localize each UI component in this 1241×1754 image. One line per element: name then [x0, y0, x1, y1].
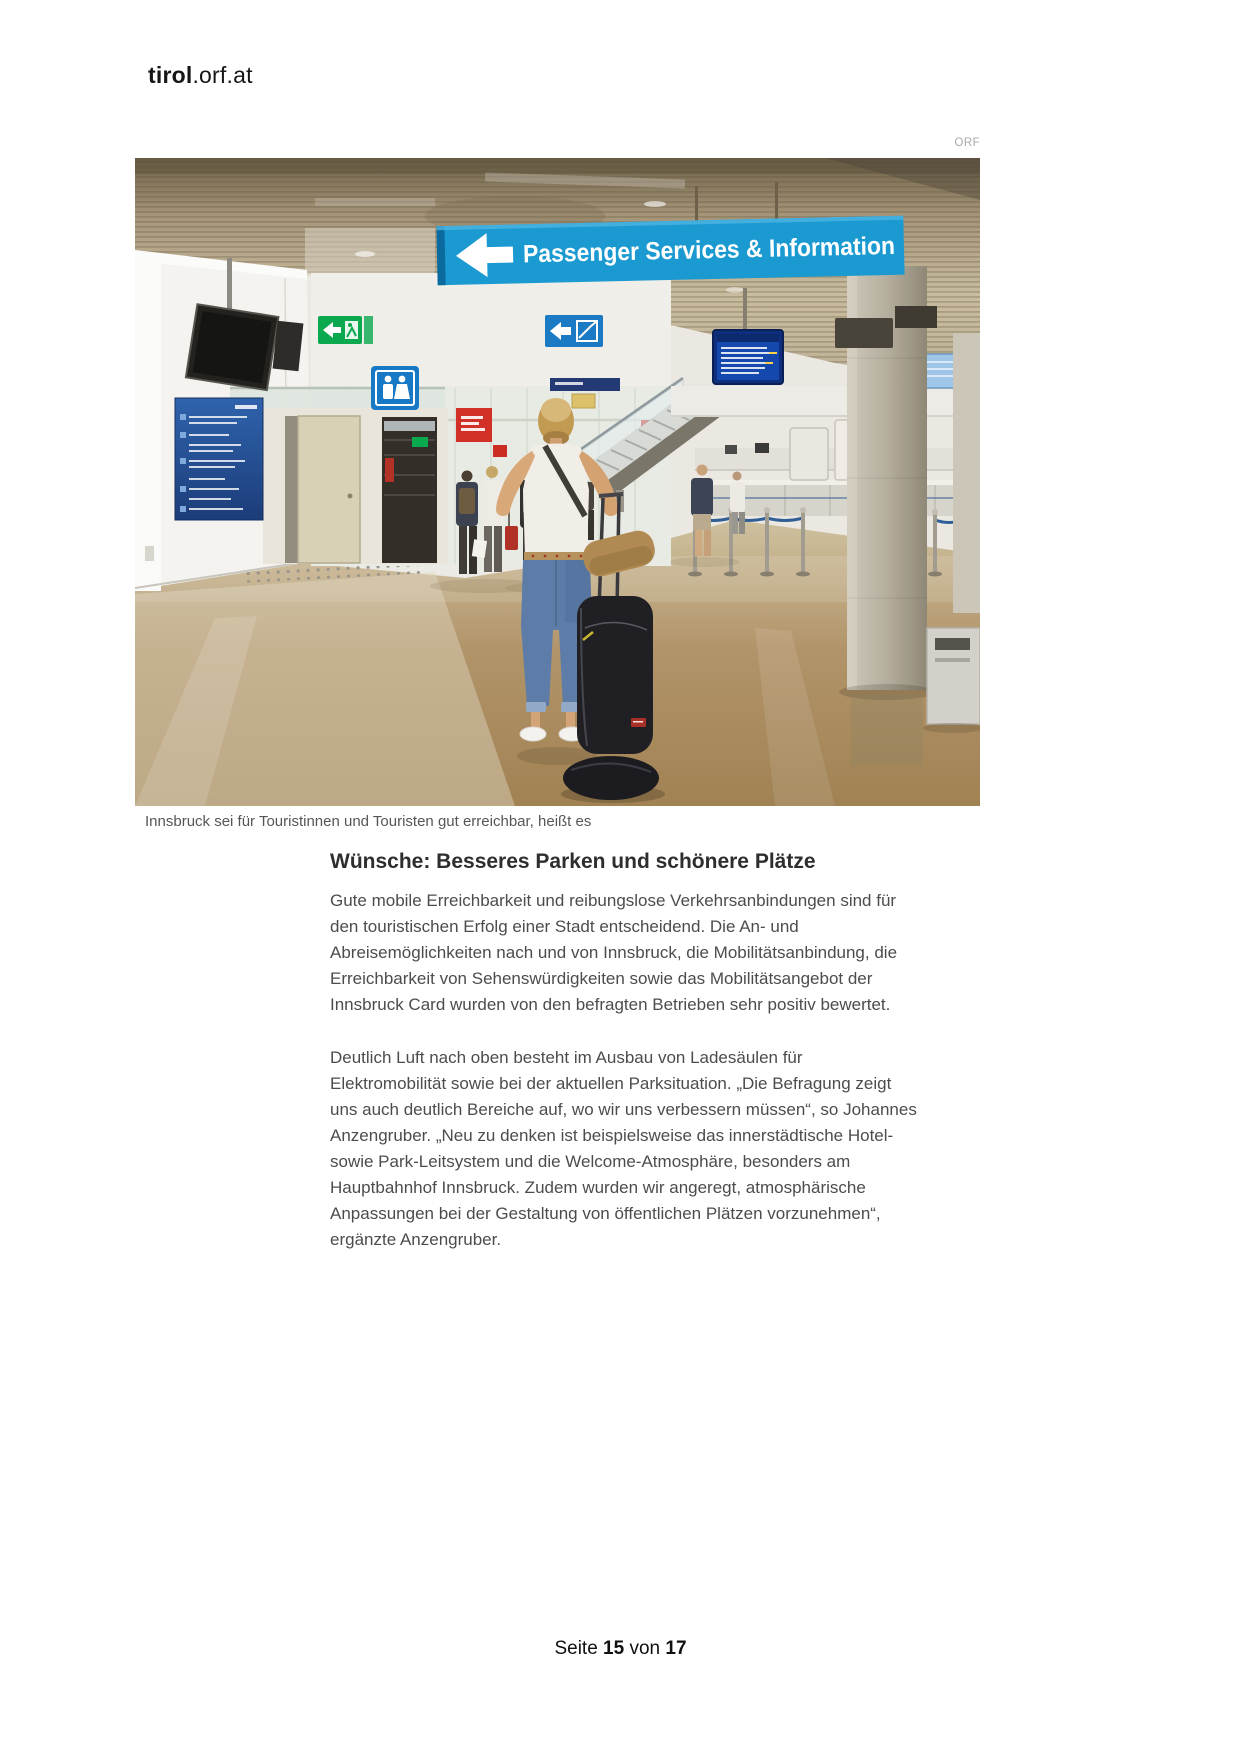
article-heading: Wünsche: Besseres Parken und schönere Plätze	[330, 850, 816, 873]
kiosk-bottom-right	[923, 628, 980, 733]
door-frame	[285, 416, 298, 563]
info-panel	[175, 398, 263, 520]
ceiling-light	[644, 201, 666, 207]
person-backpacker	[456, 471, 478, 575]
ceiling-vent	[835, 318, 893, 348]
logo-rest: .orf.at	[192, 62, 253, 88]
ceiling-light	[355, 251, 375, 257]
page-footer	[0, 1638, 1241, 1660]
footer-page-total: 17	[665, 1638, 687, 1659]
photo-caption: Innsbruck sei für Touristinnen und Touristen gut erreichbar, heißt es	[145, 813, 592, 830]
footer-label-seite: Seite	[554, 1638, 598, 1659]
site-logo	[148, 62, 253, 89]
footer-page-current: 15	[603, 1638, 625, 1659]
kiosk-machine	[790, 428, 828, 480]
exit-sign-icon	[318, 316, 373, 344]
black-duffel	[577, 596, 653, 754]
far-right-pillar	[953, 333, 980, 613]
article-paragraph-1: Gute mobile Erreichbarkeit und reibungslose Verkehrsanbindungen sind für den touristischen Erfolg einer Stadt entscheidend. Die An- und Abreisemöglichkeiten nach und von Innsbruck, die Mobilitätsanbindung, die Erreichbarkeit von Sehenswürdigkeiten sowie das Mobilitätsangebot der Innsbruck Card wurden von den befragten Betrieben sehr positiv bewertet.	[330, 891, 898, 1015]
article-photo	[135, 158, 980, 806]
article-paragraph-2: Deutlich Luft nach oben besteht im Ausbau von Ladesäulen für Elektromobilität sowie bei der aktuellen Parksituation. „Die Befragung zeigt uns auch deutlich Bereiche auf, wo wir uns verbessern müssen“, so Johannes Anzengruber. „Neu zu denken ist beispielsweise das innerstädtische Hotel- sowie Park-Leitsystem und die Welcome-Atmosphäre, besonders am Hauptbahnhof Innsbruck. Zudem wurden wir angeregt, atmosphärische Anpassungen bei der Gestaltung von öffentlichen Plätzen vorzunehmen“, ergänzte Anzengruber.	[330, 1048, 917, 1250]
exit-sticker	[412, 437, 428, 447]
shoe	[520, 727, 546, 741]
article-body	[330, 849, 922, 1280]
logo-bold: tirol	[148, 62, 193, 88]
wc-sign-icon	[371, 366, 419, 410]
vending-machine	[382, 417, 437, 563]
beige-door	[298, 416, 360, 563]
rolled-cuff	[526, 702, 546, 712]
airport-photo-illustration	[135, 158, 980, 806]
photo-credit: ORF	[954, 137, 980, 149]
stairs-direction-sign	[545, 315, 603, 347]
storefronts	[263, 408, 448, 564]
red-express-sign	[456, 408, 492, 442]
ceiling-vent	[895, 306, 937, 328]
ceiling-light	[726, 287, 744, 293]
footer-label-von: von	[629, 1638, 661, 1659]
passenger-sign-text: Passenger Services & Information	[522, 231, 929, 269]
red-suitcase	[505, 526, 518, 550]
upper-soffit	[671, 386, 980, 416]
